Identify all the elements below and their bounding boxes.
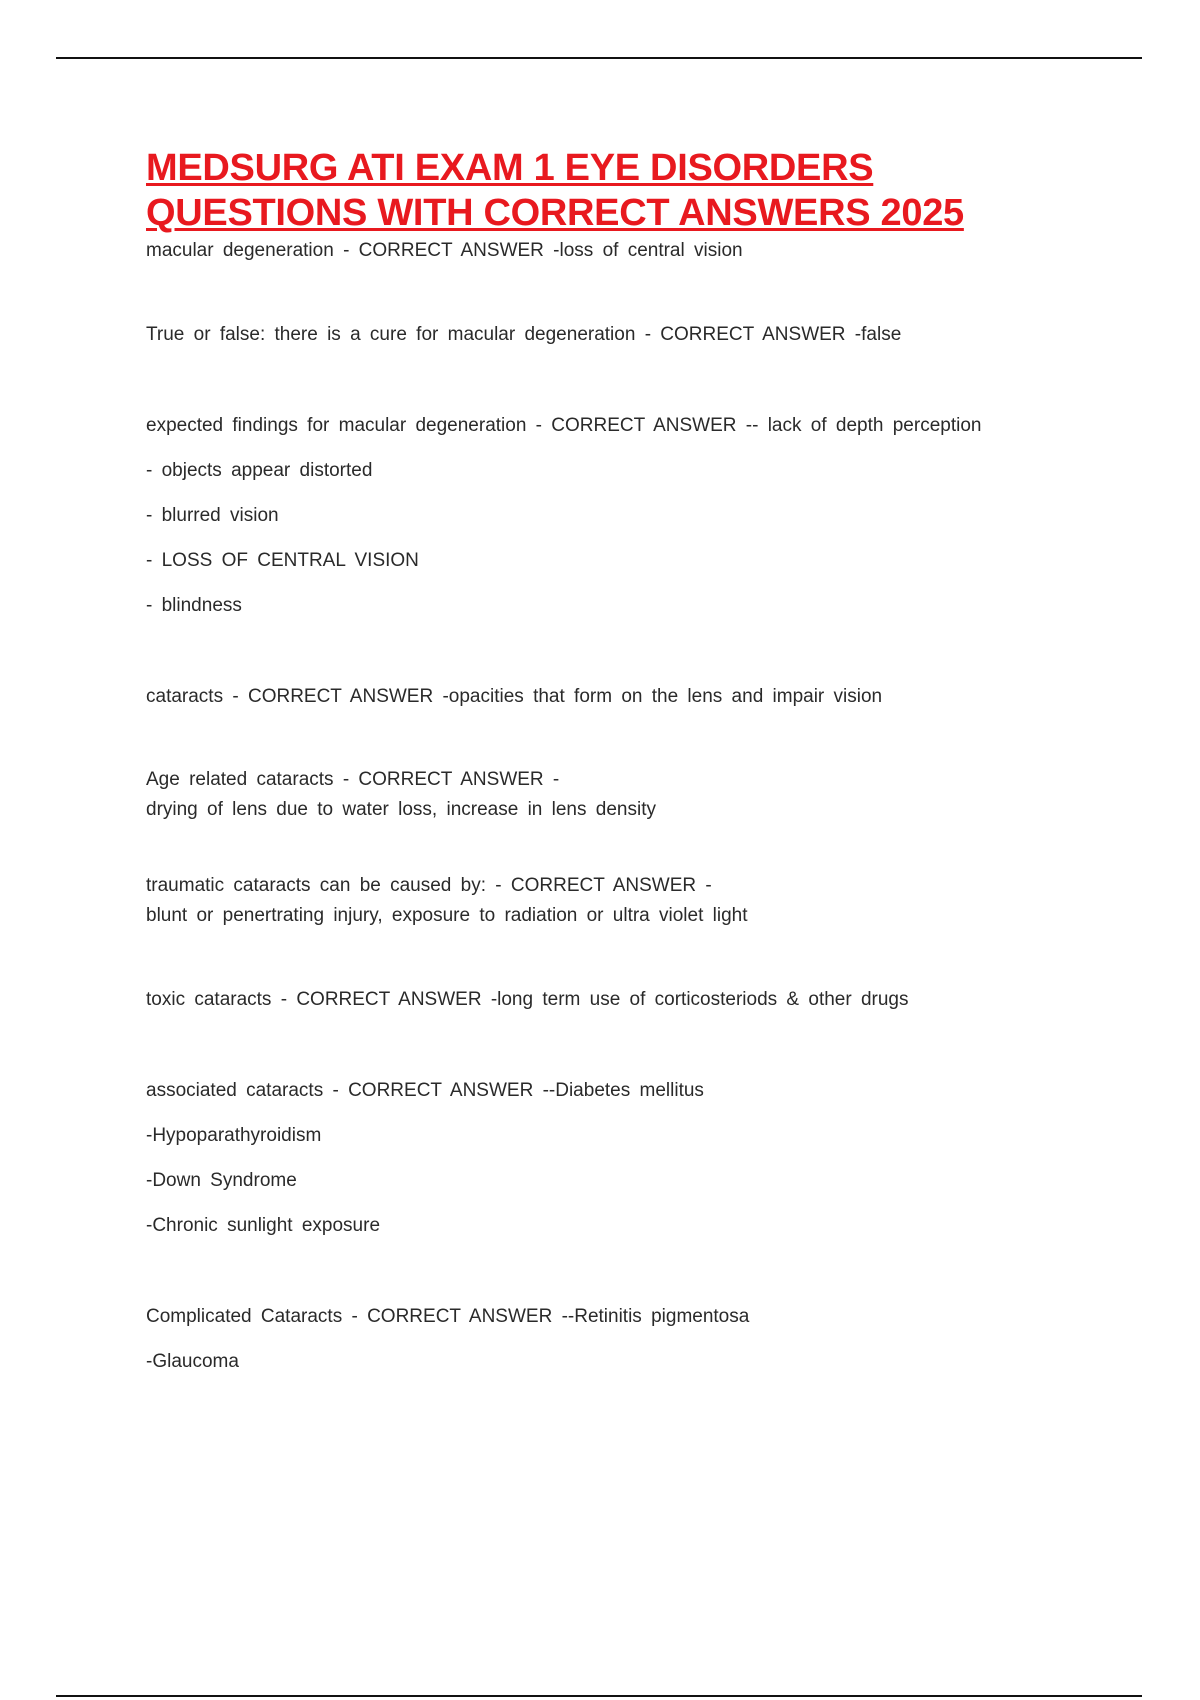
- qa-associated: associated cataracts - CORRECT ANSWER --Diabetes mellitus: [146, 1080, 704, 1101]
- document-title: [146, 146, 1086, 236]
- list-item: - objects appear distorted: [146, 460, 373, 481]
- qa-age-related-answer: drying of lens due to water loss, increase in lens density: [146, 799, 656, 820]
- qa-cataracts: cataracts - CORRECT ANSWER -opacities that form on the lens and impair vision: [146, 686, 883, 707]
- list-item: - blurred vision: [146, 505, 279, 526]
- list-item: -Chronic sunlight exposure: [146, 1215, 381, 1236]
- qa-traumatic-question: traumatic cataracts can be caused by: - CORRECT ANSWER -: [146, 875, 712, 896]
- qa-macular-degeneration: macular degeneration - CORRECT ANSWER -loss of central vision: [146, 240, 743, 261]
- qa-traumatic-answer: blunt or penertrating injury, exposure to radiation or ultra violet light: [146, 905, 748, 926]
- qa-cure: True or false: there is a cure for macular degeneration - CORRECT ANSWER -false: [146, 324, 902, 345]
- list-item: - blindness: [146, 595, 242, 616]
- title-line-1: MEDSURG ATI EXAM 1 EYE DISORDERS: [146, 147, 874, 189]
- document-body: [146, 146, 1086, 1384]
- qa-expected-findings: expected findings for macular degeneration - CORRECT ANSWER -- lack of depth perception: [146, 415, 982, 436]
- list-item: -Down Syndrome: [146, 1170, 297, 1191]
- list-item: - LOSS OF CENTRAL VISION: [146, 550, 419, 571]
- qa-list: [146, 236, 1086, 1384]
- top-rule: [56, 57, 1142, 59]
- title-line-2: QUESTIONS WITH CORRECT ANSWERS 2025: [146, 192, 964, 234]
- bottom-rule: [56, 1695, 1142, 1697]
- qa-toxic: toxic cataracts - CORRECT ANSWER -long term use of corticosteriods & other drugs: [146, 989, 909, 1010]
- qa-complicated: Complicated Cataracts - CORRECT ANSWER --Retinitis pigmentosa: [146, 1306, 750, 1327]
- list-item: -Hypoparathyroidism: [146, 1125, 322, 1146]
- qa-age-related-question: Age related cataracts - CORRECT ANSWER -: [146, 769, 560, 790]
- list-item: -Glaucoma: [146, 1351, 239, 1372]
